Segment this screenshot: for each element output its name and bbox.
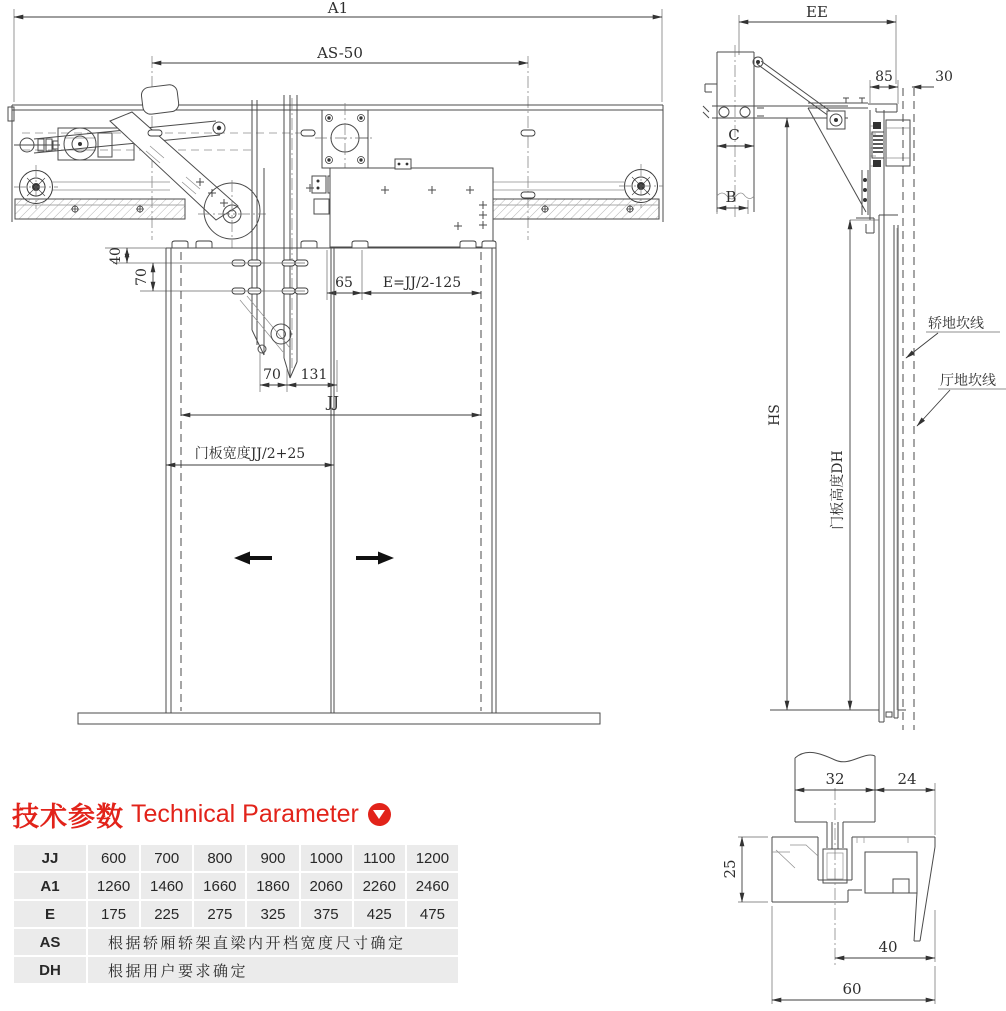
technical-parameter-title xyxy=(12,797,391,831)
dim-hs: HS xyxy=(767,404,783,426)
parameter-table xyxy=(14,845,458,983)
dim-dh: 门板高度DH xyxy=(830,450,846,530)
side-view xyxy=(703,3,1006,730)
door-open-arrow-right xyxy=(356,552,394,565)
cell: 425 xyxy=(354,901,405,927)
dim-b: B xyxy=(725,188,737,206)
table-row xyxy=(14,845,458,871)
dim-70: 70 xyxy=(134,268,150,286)
dim-65: 65 xyxy=(335,275,353,291)
row-label: A1 xyxy=(14,873,86,899)
cell: 225 xyxy=(141,901,192,927)
row-label: AS xyxy=(14,929,86,955)
sill-base xyxy=(78,713,600,724)
front-view xyxy=(8,0,663,724)
cell: 700 xyxy=(141,845,192,871)
dim-70b: 70 xyxy=(263,367,281,383)
dim-e-formula: E=JJ/2-125 xyxy=(382,275,462,291)
cell: 1460 xyxy=(141,873,192,899)
motor-plate xyxy=(315,103,375,175)
dim-24: 24 xyxy=(897,770,917,788)
door-guide-engagement xyxy=(879,710,898,722)
dim-40: 40 xyxy=(108,247,124,265)
dim-131: 131 xyxy=(300,367,328,383)
dim-30: 30 xyxy=(935,69,953,85)
hall-sill-label: 厅地坎线 xyxy=(940,373,996,389)
car-sill-label: 轿地坎线 xyxy=(928,316,984,332)
dim-as50: AS-50 xyxy=(317,44,363,62)
belt-cover-panel xyxy=(330,159,493,247)
dim-c: C xyxy=(728,126,740,144)
dim-ee: EE xyxy=(806,3,828,21)
door-panel-side xyxy=(879,215,898,710)
sill-line-labels xyxy=(906,315,1006,426)
cell: 1260 xyxy=(88,873,139,899)
row-label: JJ xyxy=(14,845,86,871)
door-panels xyxy=(166,248,496,713)
cell: 900 xyxy=(247,845,298,871)
dim-60: 60 xyxy=(842,980,862,998)
cell: 1200 xyxy=(407,845,458,871)
down-triangle-icon xyxy=(368,803,391,826)
sill-detail-view xyxy=(721,752,935,1004)
cell: 175 xyxy=(88,901,139,927)
sill-reference-lines xyxy=(903,88,914,730)
dim-85: 85 xyxy=(875,69,893,85)
dim-a1: A1 xyxy=(327,0,349,17)
cell: 800 xyxy=(194,845,245,871)
cell: 325 xyxy=(247,901,298,927)
table-row xyxy=(14,901,458,927)
cell: 2460 xyxy=(407,873,458,899)
table-row xyxy=(14,929,458,955)
cell: 1660 xyxy=(194,873,245,899)
dim-door-width: 门板宽度JJ/2+25 xyxy=(194,446,306,462)
dim-32: 32 xyxy=(825,770,845,788)
motor-cover xyxy=(141,84,180,115)
door-open-arrow-left xyxy=(234,552,272,565)
dim-jj: JJ xyxy=(326,393,340,411)
table-row xyxy=(14,957,458,983)
row-note: 根据轿厢轿架直梁内开档宽度尺寸确定 xyxy=(88,929,458,955)
cell: 475 xyxy=(407,901,458,927)
dim-40-sill: 40 xyxy=(878,938,898,956)
cell: 600 xyxy=(88,845,139,871)
row-label: DH xyxy=(14,957,86,983)
title-en: Technical Parameter xyxy=(131,799,359,828)
cell: 1100 xyxy=(354,845,405,871)
cell: 1000 xyxy=(301,845,352,871)
cell: 1860 xyxy=(247,873,298,899)
sill-profile xyxy=(772,837,935,941)
row-label: E xyxy=(14,901,86,927)
cell: 2260 xyxy=(354,873,405,899)
cell: 275 xyxy=(194,901,245,927)
cell: 375 xyxy=(301,901,352,927)
door-hanger-left xyxy=(240,95,297,378)
row-note: 根据用户要求确定 xyxy=(88,957,458,983)
table-row xyxy=(14,873,458,899)
dim-25: 25 xyxy=(721,859,739,879)
cell: 2060 xyxy=(301,873,352,899)
title-zh: 技术参数 xyxy=(12,801,124,832)
